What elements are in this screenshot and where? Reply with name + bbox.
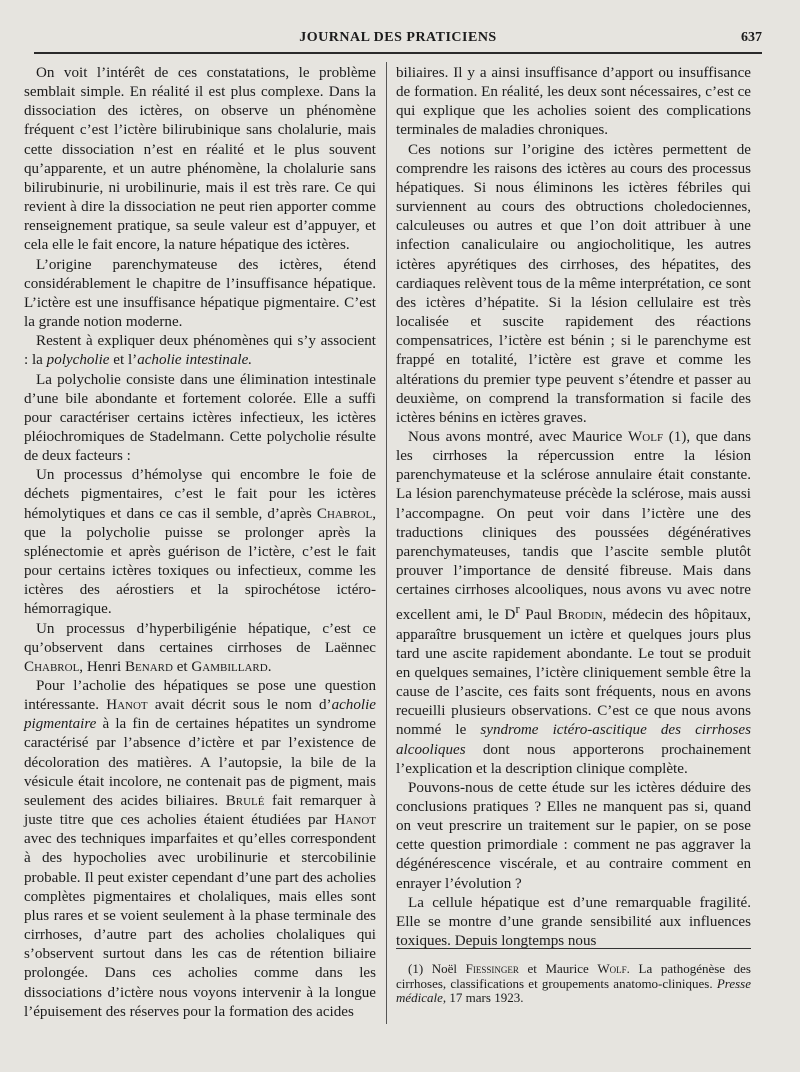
paragraph-text: avec des techniques imparfaites et qu’elles correspondent à des hypocholies avec urobilinurie et stercobilinie probable. Il peut exister cependant d’une part des acholies complètes pigmentaires et cholaliques, mais elles sont plus rares et se voient seulement à la phase terminale des cirrhoses, d’autre part des acholies cholaliques qui s’observent surtout dans les cas de rétention biliaire prolongée. Dans ces acholies comme dans les dissociations d’ictère nous voyons intervenir à la longue l’épuisement des réserves pour la formation des acides [24,831,376,1020]
author-name: Fiessinger [465,961,519,976]
footnote-part: , 17 mars 1923. [442,990,524,1005]
footnote-part: (1) Noël [408,961,466,976]
author-name: Brodin [557,607,603,624]
author-name: Brulé [225,792,265,809]
author-name: Hanot [106,697,148,714]
footnote-text [396,962,751,1006]
paragraph-text: Un processus d’hyperbiligénie hépatique, c’est ce qu’observent dans certaines cirrhoses de Laënnec [24,620,376,656]
paragraph-text: fait remarquer à juste titre que ces acholies étaient étudiées par [24,792,376,829]
author-name: Chabrol [24,658,80,675]
journal-name: Presse médicale [396,975,751,1005]
paragraph-text: L’origine parenchymateuse des ictères, étend considérablement le chapitre de l’insuffisance hépatique. L’ictère est une insuffisance hépatique pigmentaire. C’est la grande notion moderne. [24,256,376,331]
paragraph [396,64,751,141]
paragraph-text: , que la polycholie puisse se prolonger après la splénectomie et après guérison de l’ictère, c’est le fait pour certains ictères toxiques ou infectieux, comme les ictères des aérostiers et la spirochétose ictéro-hémorragique. [24,505,376,618]
left-column [24,64,376,1022]
page-number: 637 [741,30,762,45]
paragraph-text: Ces notions sur l’origine des ictères permettent de comprendre les raisons des ictères au cours des processus hépatiques. Si nous éliminons les ictères fébriles qui surviennent au cours des obtructions choledociennes, calculeuses ou autres et que l’on doit attribuer à une infection canaliculaire ou angiocholitique, les autres ictères apyrétiques des cirrhoses, des hépatites, des cardiaques relèvent tous de la même interprétation, ce sont des ictères d’hépatite. Si la lésion cellulaire est très localisée et suscite rapidement des réactions compensatrices, l’ictère est bénin ; si le parenchyme est frappé en totalité, l’ictère est grave et comme les altérations du premier type peuvent s’étendre et passer au deuxième, on comprend la transformation si facile des ictères bénins en ictères graves. [396,141,751,426]
header-rule [34,52,762,54]
author-name: Wolf [597,961,627,976]
paragraph-text: biliaires. Il y a ainsi insuffisance d’apport ou insuffisance de formation. En réalité, les deux sont nécessaires, c’est ce qui explique que les acholies soient des complications terminales de maladies chroniques. [396,65,751,139]
paragraph [396,779,751,894]
paragraph [24,371,376,467]
italic-term: polycholie [46,352,110,369]
footnote-part: et Maurice [518,961,598,976]
paragraph-text: avait décrit sous le nom d’ [147,697,332,714]
author-name: Benard [124,658,173,675]
paragraph-text: On voit l’intérêt de ces constatations, le problème semblait simple. En réalité il est plus complexe. Dans la dissociation des ictères, on observe un phénomène fréquent c’est l’ictère bilirubinique sans cholalurie, mais cette dissociation n’est en réalité et le plus souvent qu’apparente, et un autre phénomène, la cholalurie sans bilirubinurie, ni urobilinurie, mais il est très rare. Ce qui revient à dire la dissociation ne peut rien apporter comme renseignement pratique, sa seule valeur est d’appuyer, et cela elle le fait encore, la nature hépatique des ictères. [24,65,376,254]
paragraph [24,64,376,256]
paragraph-text: La polycholie consiste dans une élimination intestinale d’une bile abondante et fortement colorée. Elle a suffi pour caractériser certains ictères infectieux, les ictères pléiochromiques de Stadelmann. Cette polycholie résulte de deux facteurs : [24,371,376,465]
paragraph-text: Restent à expliquer deux phénomènes qui s’y associent : la [24,333,376,369]
paragraph-text: (1), que dans les cirrhoses la répercussion entre la lésion parenchymateuse et la sclérose annulaire était constante. La lésion parenchymateuse précède la sclérose, mais aussi l’accompagne. On peut voir dans l’ictère une des traductions cliniques des poussées dégénératives parenchymateuses, tandis que l’ascite semble plutôt prouver l’importance de densité fibreuse. Mais dans certaines cirrhoses alcooliques, nous avons vu avec notre excellent ami, le D [396,428,752,624]
paragraph-text: et [172,658,192,675]
paragraph-text: Pour l’acholie des hépatiques se pose une question intéressante. [24,678,376,714]
paragraph-text: . [267,658,272,675]
paragraph [396,141,751,428]
footnote [396,962,751,1006]
page-header [34,30,762,50]
paragraph-text: La cellule hépatique est d’une remarquable fragilité. Elle se montre d’une grande sensibilité aux influences toxiques. Depuis longtemps nous [396,894,751,950]
paragraph [24,677,376,1022]
paragraph [24,332,376,370]
right-column [396,64,751,951]
paragraph-text: et l’ [109,352,138,369]
paragraph [396,428,751,779]
author-name: Wolf [628,428,664,445]
paragraph [396,894,751,951]
journal-title: JOURNAL DES PRATICIENS [299,30,497,45]
footnote-part: . La pathogénèse des cirrhoses, classifications et groupements anatomo-cliniques. [396,961,751,991]
paragraph [24,620,376,677]
superscript: r [515,602,520,617]
paragraph-text: dont nous apporterons prochainement l’explication et la description clinique complète. [396,741,751,777]
column-divider [386,62,387,1024]
author-name: Gambillard [191,658,268,675]
author-name: Hanot [334,812,376,829]
footnote-rule [396,948,751,949]
paragraph-text: Paul [519,607,558,624]
italic-term: acholie pigmentaire [24,697,376,733]
italic-term: syndrome ictéro-ascitique des cirrhoses alcooliques [396,722,751,758]
paragraph-text: Nous avons montré, avec Maurice [408,428,629,445]
author-name: Chabrol [316,505,373,522]
paragraph-text: , Henri [79,658,125,675]
paragraph-text: , médecin des hôpitaux, apparaître brusquement un ictère et quelques jours plus tard une ascite rapidement abondante. Le tout se produit en quelques semaines, l’ictère cliniquement semble être la cause de l’ascite, ces faits sont fréquents, nous en avons recueilli plusieurs observations. C’est ce que nous avons nommé le [396,607,751,739]
paragraph [24,466,376,619]
paragraph-text: Pouvons-nous de cette étude sur les ictères déduire des conclusions pratiques ? Elles ne manquent pas si, quand on veut prescrire un traitement sur le papier, on se pose cette question primordiale : comment ne pas aggraver la dégénérescence viscérale, et au contraire comment en enrayer l’évolution ? [396,779,751,892]
paragraph-text: à la fin de certaines hépatites un syndrome caractérisé par l’absence d’ictère et par l’existence de décoloration des matières. A l’autopsie, la bile de la vésicule était incolore, ne contenait pas de pigment, mais seulement des acides biliaires. [24,716,376,809]
italic-term: acholie intestinale. [137,352,253,369]
paragraph-text: Un processus d’hémolyse qui encombre le foie de déchets pigmentaires, c’est le fait pour les ictères hémolytiques et dans ce cas il semble, d’après [24,467,376,522]
paragraph [24,256,376,333]
